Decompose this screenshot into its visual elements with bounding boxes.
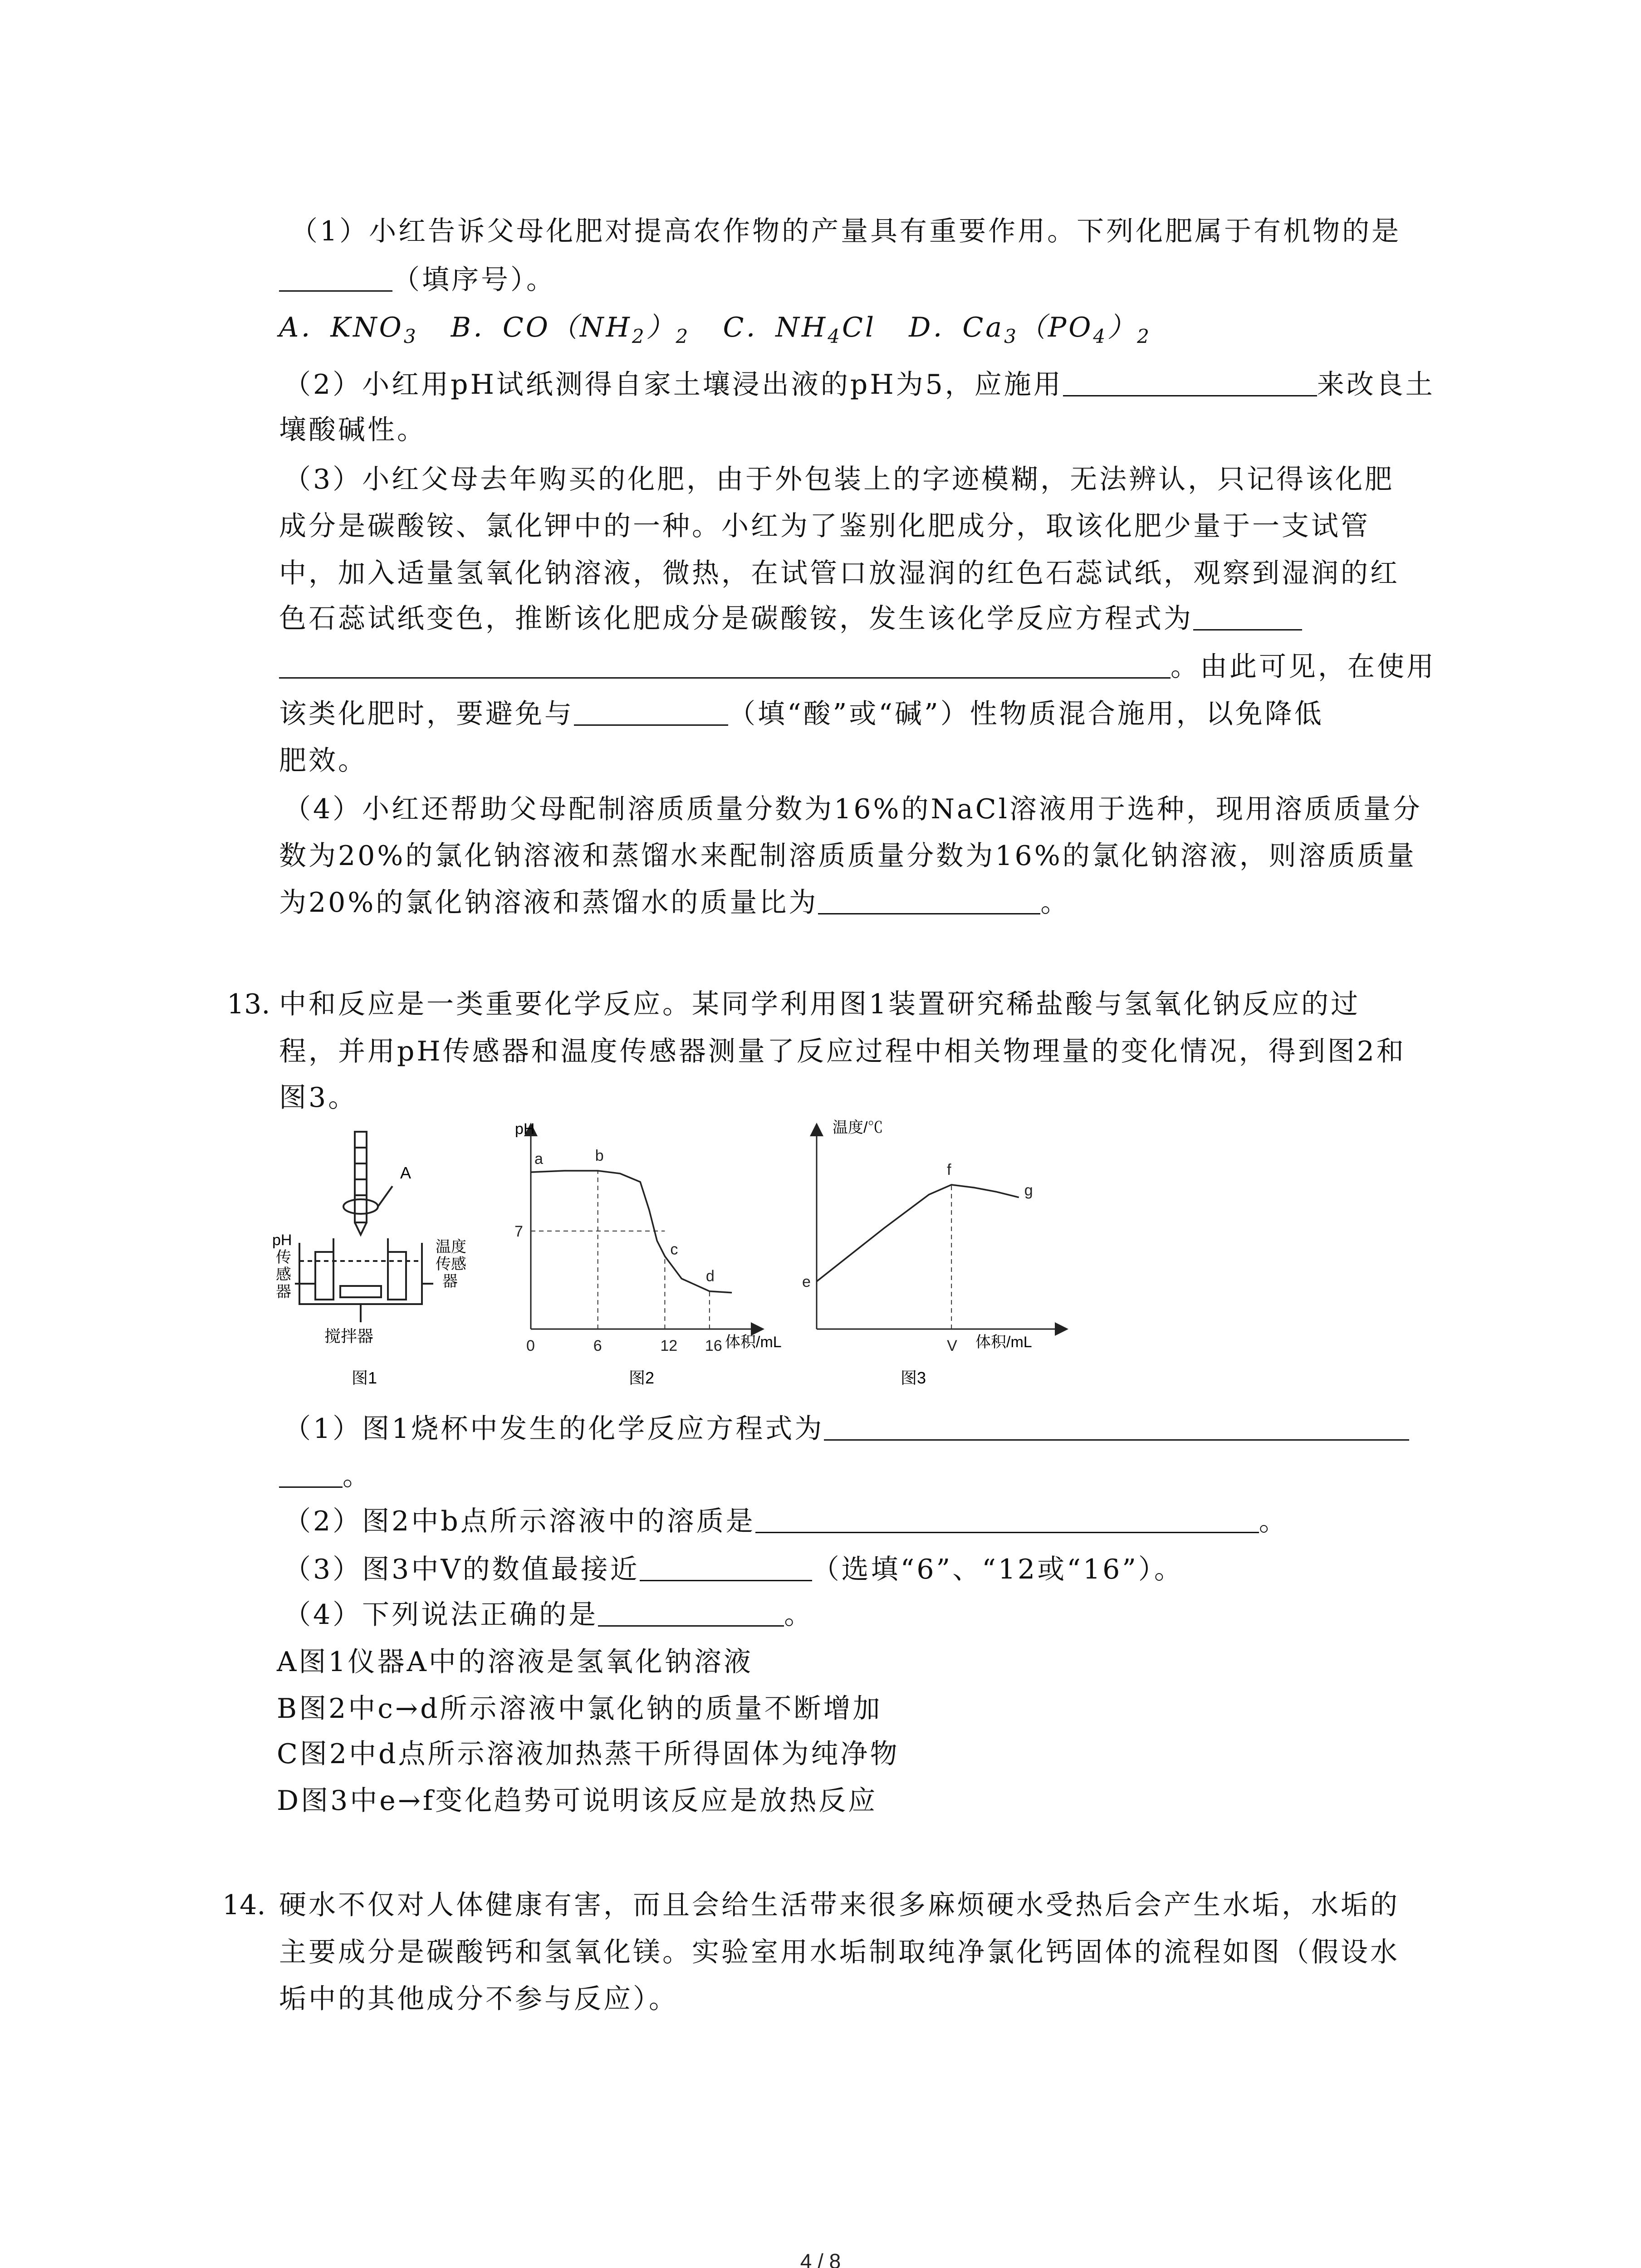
q13-choice-b (277, 1690, 882, 1728)
q13-stem-text2: 程，并用pH传感器和温度传感器测量了反应过程中相关物理量的变化情况，得到图2和 (279, 1036, 1406, 1067)
answer-blank[interactable] (279, 650, 1171, 679)
q12-part4-text2: 数为20%的氯化钠溶液和蒸馏水来配制溶质质量分数为16%的氯化钠溶液，则溶质质量 (279, 840, 1416, 872)
temperature-sensor (388, 1252, 406, 1300)
q12-part3-line5 (279, 648, 1436, 686)
temp-x-tick-label: V (947, 1337, 957, 1354)
q13-stem-line1 (279, 985, 1360, 1023)
figure-2-caption: 图2 (629, 1369, 655, 1387)
figure-2-ph-chart (513, 1120, 782, 1402)
answer-blank[interactable] (755, 1505, 1259, 1533)
q13-stem-text3: 图3。 (279, 1082, 358, 1114)
ph-x-tick-label: 0 (526, 1337, 535, 1354)
ph-x-tick-label: 6 (593, 1337, 602, 1354)
q12-part4-line1 (284, 790, 1422, 828)
option-b-sub2: 2 (676, 325, 691, 347)
q13-sub1-line1 (284, 1410, 1409, 1448)
q13-sub2-suffix: 。 (1259, 1505, 1288, 1537)
answer-blank[interactable] (818, 886, 1040, 914)
q12-part3-line4 (279, 600, 1302, 638)
q13-sub1-line2 (279, 1457, 372, 1495)
q12-part1-line2 (279, 261, 556, 299)
ph-series-line (531, 1171, 732, 1293)
label-temp-3: 器 (442, 1273, 458, 1290)
q12-part3-text1: （3）小红父母去年购买的化肥，由于外包装上的字迹模糊，无法辨认，只记得该化肥 (284, 464, 1395, 495)
q12-part3-line7 (279, 742, 367, 780)
q12-part2-line1 (284, 366, 1435, 404)
q12-part2-text: （2）小红用pH试纸测得自家土壤浸出液的pH为5，应施用 (284, 369, 1063, 401)
ph-x-tick-label: 12 (660, 1337, 678, 1354)
q12-part3-text2: 成分是碳酸铵、氯化钾中的一种。小红为了鉴别化肥成分，取该化肥少量于一支试管 (279, 510, 1370, 542)
q12-part3-line2 (279, 507, 1370, 545)
temperature-series-line (817, 1185, 1019, 1281)
ph-point-label-b: b (595, 1147, 604, 1165)
q13-stem-text1: 中和反应是一类重要化学反应。某同学利用图1装置研究稀盐酸与氢氧化钠反应的过 (279, 988, 1361, 1020)
q14-text1: 硬水不仅对人体健康有害，而且会给生活带来很多麻烦硬水受热后会产生水垢，水垢的 (279, 1889, 1400, 1921)
ph-sensor (315, 1252, 333, 1300)
q13-sub3-suffix: （选填“6”、“12或“16”）。 (812, 1554, 1184, 1585)
q12-part3-text6b: （填“酸”或“碱”）性物质混合施用，以免降低 (728, 698, 1324, 730)
label-ph-chuan: 传 (276, 1249, 291, 1266)
q12-part3-text4: 色石蕊试纸变色，推断该化肥成分是碳酸铵，发生该化学反应方程式为 (279, 603, 1193, 635)
q13-choice-a (277, 1643, 753, 1681)
q13-sub3 (284, 1550, 1184, 1589)
option-d-sub1: 3 (1004, 325, 1019, 347)
q14-line1 (279, 1886, 1400, 1924)
q12-part3-text3: 中，加入适量氢氧化钠溶液，微热，在试管口放湿润的红色石蕊试纸，观察到湿润的红 (279, 557, 1400, 589)
q13-sub2 (284, 1502, 1288, 1540)
q12-part3-line3 (279, 554, 1400, 592)
option-d-sub2: 4 (1093, 325, 1108, 347)
q12-part1-suffix: （填序号）。 (392, 264, 556, 296)
q13-sub1-text: （1）图1烧杯中发生的化学反应方程式为 (284, 1413, 824, 1445)
q12-part3-text5: 。由此可见，在使用 (1171, 651, 1436, 683)
ph-x-axis-label: 体积/mL (725, 1334, 782, 1351)
label-ph-gan: 感 (276, 1266, 291, 1283)
option-b: B．CO（NH (451, 312, 632, 343)
question-number: 13. (227, 988, 270, 1020)
temp-y-axis-label: 温度/℃ (833, 1119, 883, 1136)
option-b-paren: ） (646, 312, 676, 343)
label-ph-qi: 器 (276, 1283, 291, 1300)
answer-blank[interactable] (574, 697, 728, 726)
option-a-sub: 3 (403, 325, 418, 347)
temp-point-label-g: g (1024, 1182, 1033, 1199)
ph-point-label-d: d (705, 1267, 715, 1285)
label-temp-2: 传感 (436, 1256, 466, 1273)
burette (355, 1132, 367, 1222)
q13-sub3-text: （3）图3中V的数值最接近 (284, 1554, 640, 1585)
choice-b-text: B图2中c→d所示溶液中氯化钠的质量不断增加 (277, 1693, 882, 1725)
q12-part4-text3b: 。 (1040, 887, 1070, 919)
q12-part4-line2 (279, 837, 1416, 875)
answer-blank[interactable] (1193, 602, 1302, 631)
option-d-mid: （PO (1018, 312, 1093, 343)
question-number: 14. (222, 1889, 266, 1921)
q13-choice-c (277, 1735, 900, 1773)
option-a: A．KNO (279, 312, 404, 343)
answer-blank[interactable] (824, 1412, 1409, 1441)
figure-1-caption: 图1 (352, 1369, 377, 1387)
ph-point-label-c: c (670, 1241, 678, 1258)
q13-sub4-suffix: 。 (784, 1599, 814, 1631)
q12-part4-line3 (279, 884, 1070, 922)
answer-blank[interactable] (279, 1459, 343, 1488)
temp-point-label-e: e (802, 1273, 811, 1290)
option-c-sub: 4 (828, 325, 842, 347)
q12-part2-line2 (279, 411, 426, 449)
q12-part1-line1 (290, 212, 1401, 250)
q12-part4-text3a: 为20%的氯化钠溶液和蒸馏水的质量比为 (279, 887, 818, 919)
page-number: 4 / 8 (800, 2249, 841, 2268)
stirrer (340, 1286, 381, 1297)
choice-c-text: C图2中d点所示溶液加热蒸干所得固体为纯净物 (277, 1738, 900, 1770)
q12-part3-line1 (284, 460, 1394, 499)
label-temp-1: 温度 (436, 1238, 466, 1256)
q12-part4-text1: （4）小红还帮助父母配制溶质质量分数为16%的NaCl溶液用于选种，现用溶质质量分 (284, 793, 1422, 825)
q12-part3-text7: 肥效。 (279, 745, 367, 777)
option-c: C．NH (723, 312, 828, 343)
q13-sub4-text: （4）下列说法正确的是 (284, 1599, 598, 1631)
figure-3-temperature-chart (798, 1118, 1062, 1402)
label-a: A (400, 1163, 411, 1182)
q12-part1-text: （1）小红告诉父母化肥对提高农作物的产量具有重要作用。下列化肥属于有机物的是 (290, 215, 1401, 247)
q14-text3: 垢中的其他成分不参与反应）。 (279, 1983, 678, 2015)
q13-stem-line3 (279, 1079, 358, 1117)
answer-blank[interactable] (1063, 368, 1317, 396)
figure-1-apparatus (272, 1129, 481, 1402)
q12-part2-suffix: 来改良土 (1317, 369, 1435, 401)
q12-part2-cont: 壤酸碱性。 (279, 414, 426, 446)
q14-line3 (279, 1980, 678, 2018)
label-stirrer: 搅拌器 (324, 1327, 374, 1345)
q13-sub4 (284, 1596, 813, 1634)
option-b-sub1: 2 (632, 325, 647, 347)
q12-part3-line6 (279, 695, 1324, 733)
figure-3-caption: 图3 (901, 1369, 926, 1387)
label-ph: pH (272, 1232, 292, 1249)
choice-a-text: A图1仪器A中的溶液是氢氧化钠溶液 (277, 1646, 753, 1678)
temp-x-axis-label: 体积/mL (975, 1334, 1032, 1351)
q13-sub2-text: （2）图2中b点所示溶液中的溶质是 (284, 1505, 755, 1537)
q13-sub1-suffix: 。 (343, 1460, 372, 1492)
ph-x-tick-label: 16 (705, 1337, 722, 1354)
option-d-paren: ） (1107, 312, 1137, 343)
ph-y-axis-label: pH (515, 1120, 535, 1138)
q14-text2: 主要成分是碳酸钙和氢氧化镁。实验室用水垢制取纯净氯化钙固体的流程如图（假设水 (279, 1936, 1400, 1968)
answer-blank[interactable] (598, 1598, 784, 1627)
q12-options (279, 308, 1151, 347)
q14-line2 (279, 1933, 1400, 1971)
q12-part3-text6a: 该类化肥时，要避免与 (279, 698, 574, 730)
q13-choice-d (277, 1782, 877, 1820)
option-d: D．Ca (909, 312, 1004, 343)
stopcock-icon (343, 1199, 378, 1214)
answer-blank[interactable] (279, 263, 392, 292)
choice-d-text: D图3中e→f变化趋势可说明该反应是放热反应 (277, 1785, 878, 1817)
ph-point-label-a: a (534, 1150, 543, 1168)
q13-stem-line2 (279, 1032, 1406, 1070)
option-d-sub3: 2 (1137, 325, 1151, 347)
option-c-tail: Cl (842, 312, 877, 343)
answer-blank[interactable] (640, 1553, 812, 1581)
temp-point-label-f: f (947, 1161, 951, 1178)
ph-y-tick-label: 7 (514, 1222, 523, 1240)
